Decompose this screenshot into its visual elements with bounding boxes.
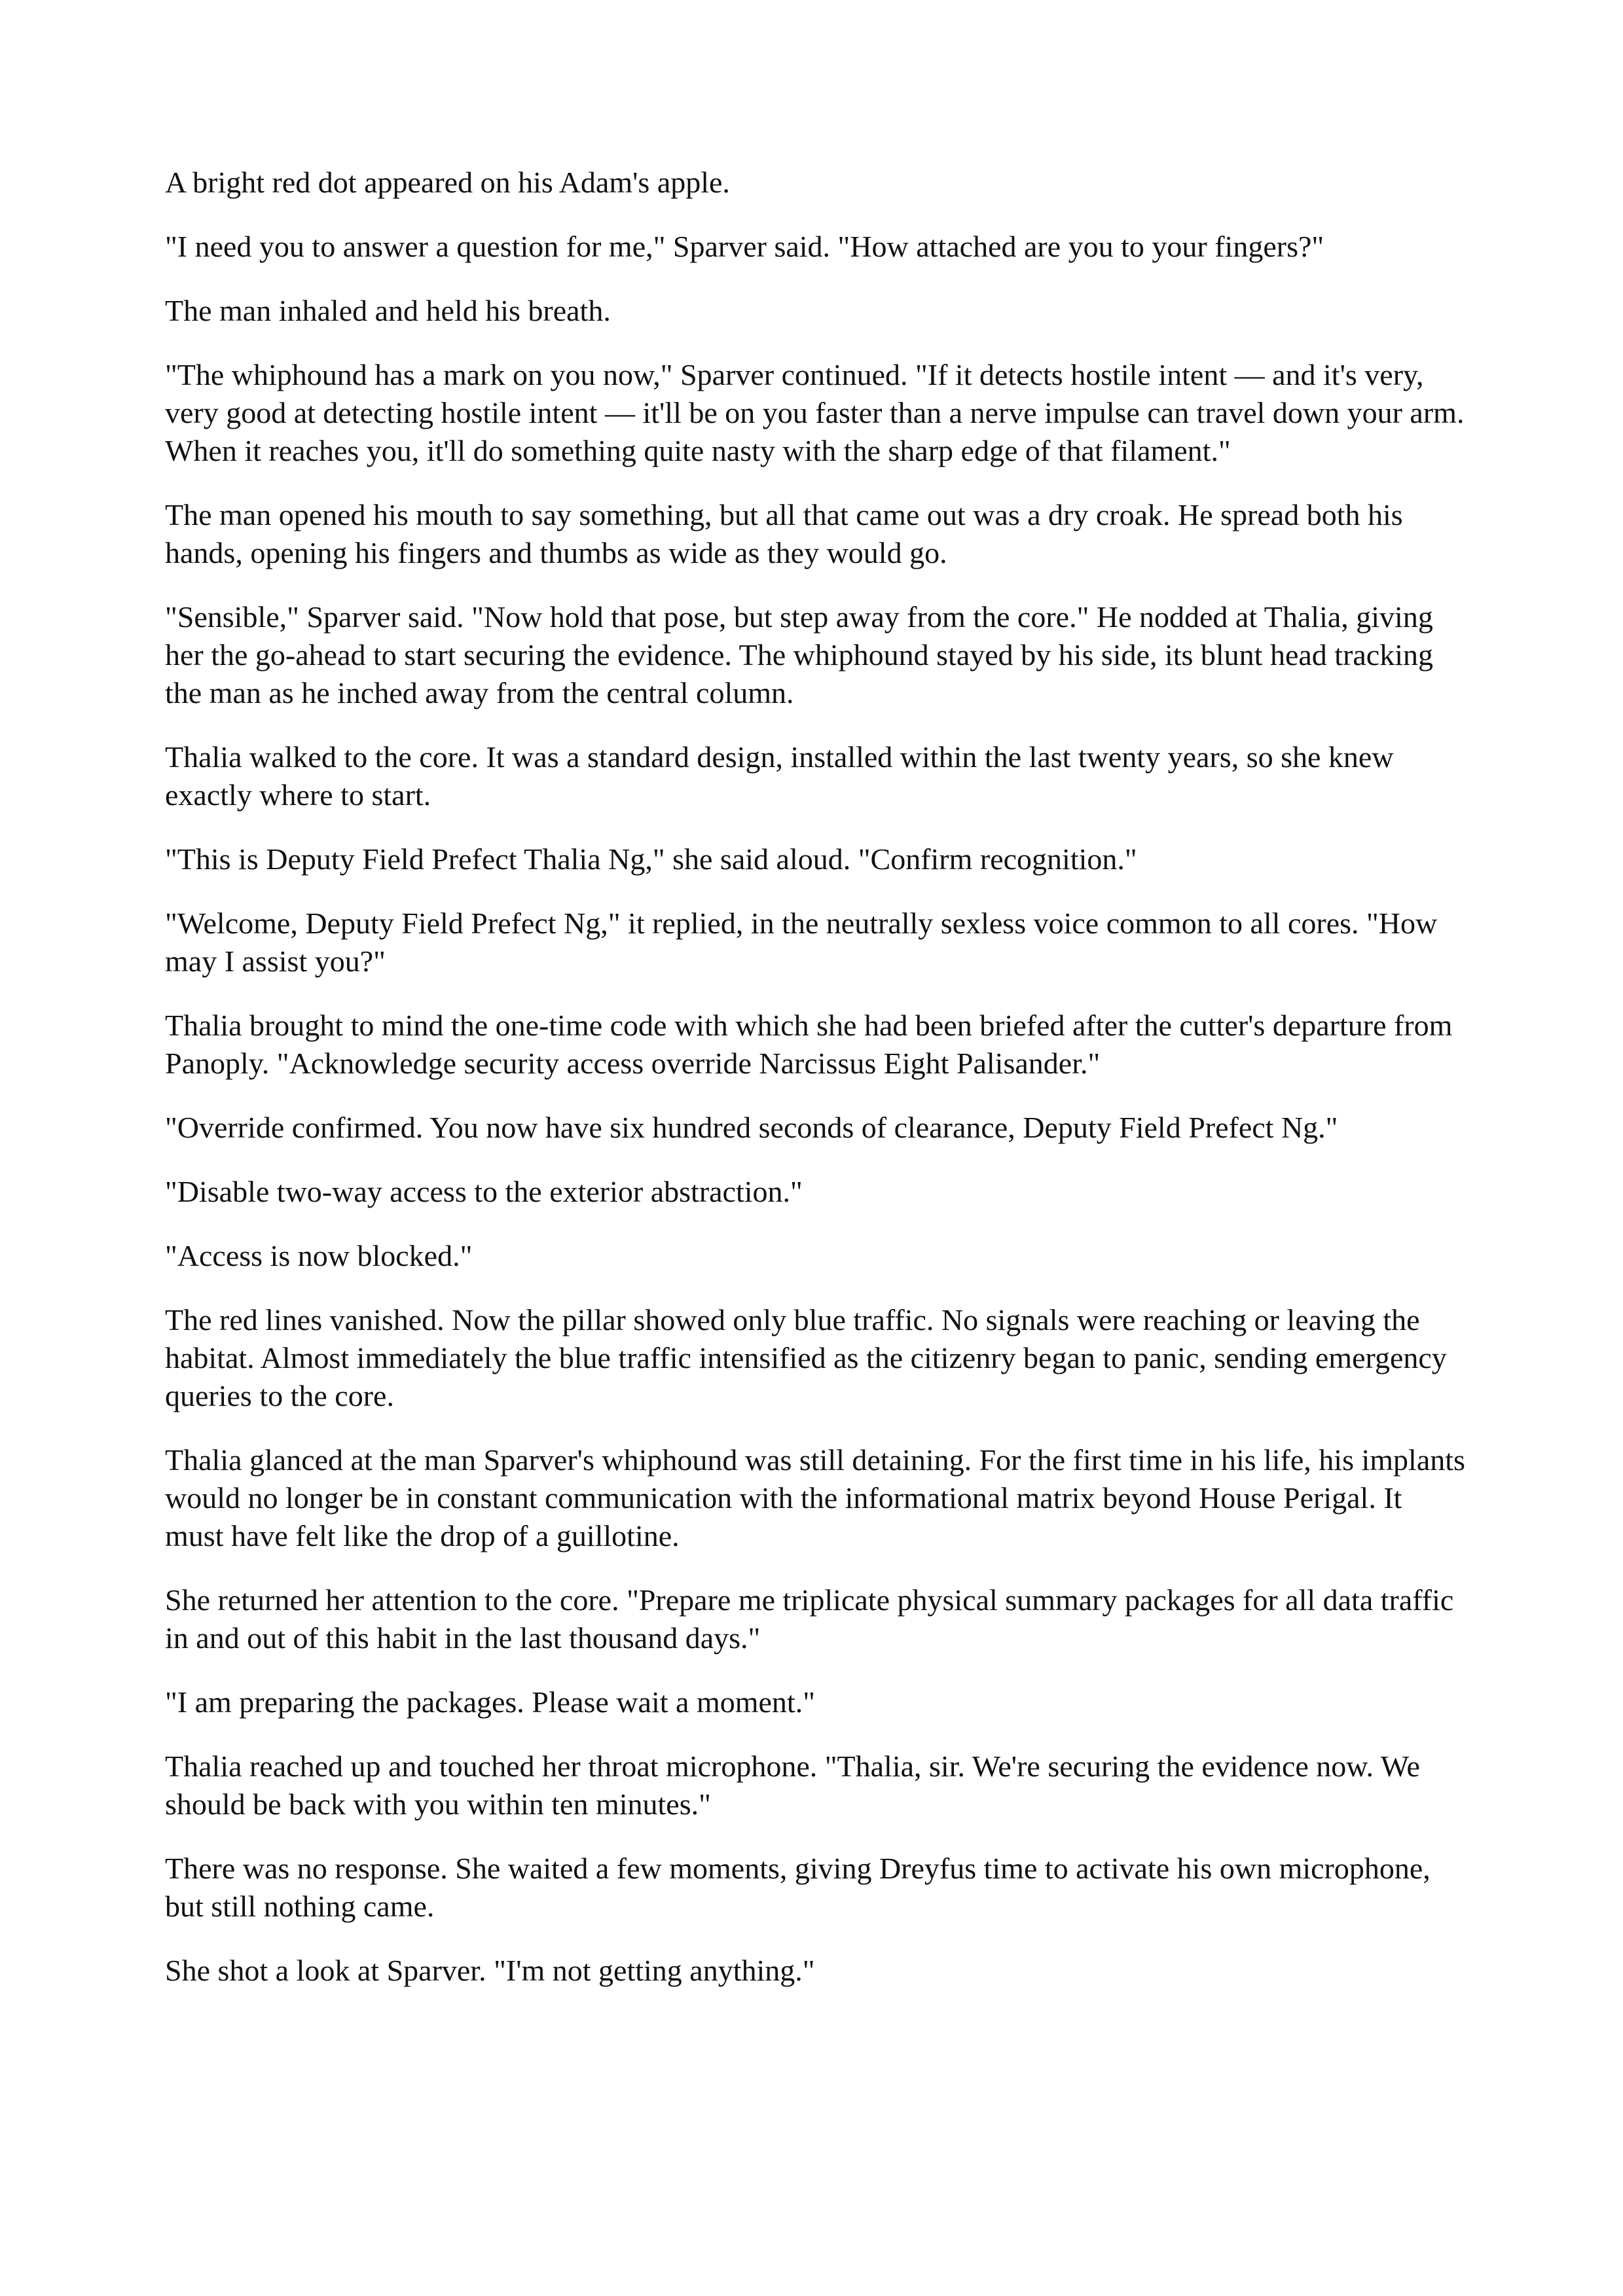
paragraph-20: She shot a look at Sparver. "I'm not getting anything." xyxy=(165,1954,815,1987)
paragraph-7: Thalia walked to the core. It was a standard design, installed within the last twenty years, so she knew exactly where to start. xyxy=(165,740,1394,812)
paragraph-18: Thalia reached up and touched her throat microphone. "Thalia, sir. We're securing the evidence now. We should be back with you within ten minutes." xyxy=(165,1749,1420,1821)
paragraph-5: The man opened his mouth to say something, but all that came out was a dry croak. He spread both his hands, opening his fingers and thumbs as wide as they would go. xyxy=(165,498,1403,569)
paragraph-6: "Sensible," Sparver said. "Now hold that pose, but step away from the core." He nodded at Thalia, giving her the go-ahead to start securing the evidence. The whiphound stayed by his side, its blunt head tracking the man as he inched away from the central column. xyxy=(165,600,1434,709)
paragraph-3: The man inhaled and held his breath. xyxy=(165,294,611,327)
paragraph-9: "Welcome, Deputy Field Prefect Ng," it replied, in the neutrally sexless voice common to all cores. "How may I assist you?" xyxy=(165,906,1438,978)
paragraph-16: She returned her attention to the core. "Prepare me triplicate physical summary packages for all data traffic in and out of this habit in the last thousand days." xyxy=(165,1583,1454,1655)
paragraph-2: "I need you to answer a question for me," Sparver said. "How attached are you to your fingers?" xyxy=(165,230,1324,263)
paragraph-13: "Access is now blocked." xyxy=(165,1239,473,1272)
paragraph-8: "This is Deputy Field Prefect Thalia Ng," she said aloud. "Confirm recognition." xyxy=(165,842,1137,876)
paragraph-11: "Override confirmed. You now have six hundred seconds of clearance, Deputy Field Prefect Ng." xyxy=(165,1111,1338,1144)
paragraph-14: The red lines vanished. Now the pillar showed only blue traffic. No signals were reaching or leaving the habitat. Almost immediately the blue traffic intensified as the citizenry began to panic, sending emergency queries to the core. xyxy=(165,1303,1447,1412)
paragraph-10: Thalia brought to mind the one-time code with which she had been briefed after the cutter's departure from Panoply. "Acknowledge security access override Narcissus Eight Palisander." xyxy=(165,1009,1453,1080)
paragraph-4: "The whiphound has a mark on you now," Sparver continued. "If it detects hostile intent — and it's very, very good at detecting hostile intent — it'll be on you faster than a nerve impulse can travel down your arm. When it reaches you, it'll do something quite nasty with the sharp edge of that filament." xyxy=(165,358,1465,467)
paragraph-12: "Disable two-way access to the exterior abstraction." xyxy=(165,1175,803,1208)
paragraph-19: There was no response. She waited a few moments, giving Dreyfus time to activate his own microphone, but still nothing came. xyxy=(165,1852,1431,1923)
paragraph-15: Thalia glanced at the man Sparver's whiphound was still detaining. For the first time in his life, his implants would no longer be in constant communication with the informational matrix beyond House Perigal. It must have felt like the drop of a guillotine. xyxy=(165,1443,1465,1552)
paragraph-17: "I am preparing the packages. Please wait a moment." xyxy=(165,1685,815,1719)
body-text xyxy=(165,164,1468,2016)
paragraph-1: A bright red dot appeared on his Adam's apple. xyxy=(165,166,730,199)
